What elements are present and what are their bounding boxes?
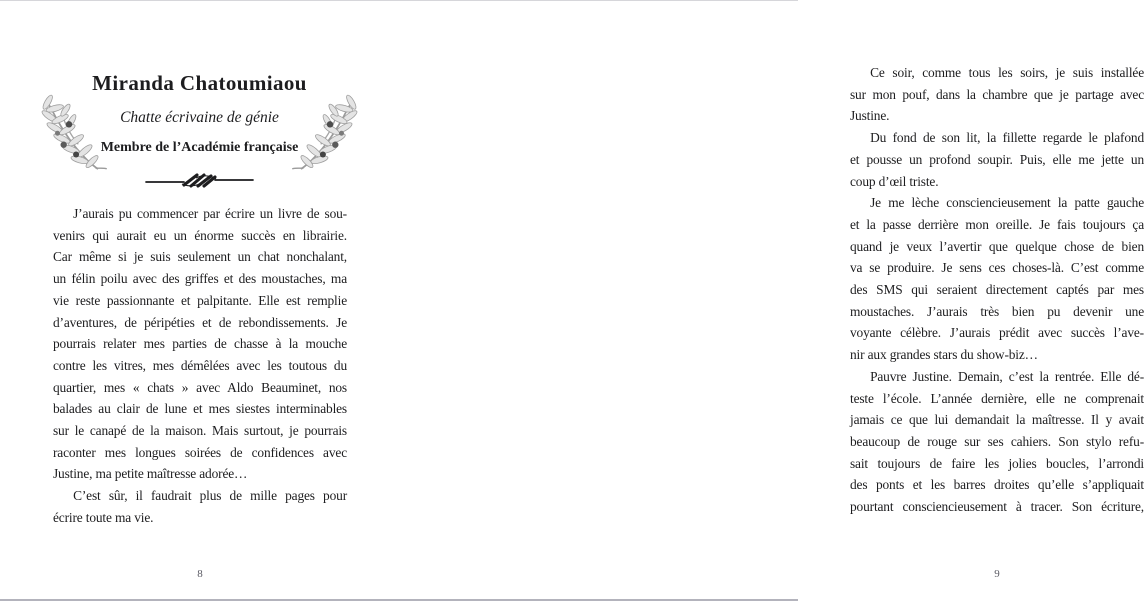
text-line: un félin poilu avec des griffes et des moustaches, ma <box>53 271 347 287</box>
text-line: Ce soir, comme tous les soirs, je suis installée <box>870 65 1144 80</box>
text-line: moustaches. J’aurais très bien pu devenir une <box>850 303 1144 319</box>
olive-branch-left-icon <box>30 85 108 177</box>
page-number-right: 9 <box>994 568 1000 580</box>
text-line: voyante célèbre. J’aurais prédit avec succès l’ave- <box>850 325 1144 341</box>
text-line: Pauvre Justine. Demain, c’est la rentrée. Elle dé- <box>870 368 1144 384</box>
text-line: des SMS qui seraient directement captés par mes <box>850 282 1144 298</box>
text-line: balades au clair de lune et mes siestes interminables <box>53 401 347 417</box>
text-line: et la passe derrière mon oreille. Je fais toujours ça <box>850 216 1144 232</box>
text-line: Justine, ma petite maîtresse adorée… <box>53 466 248 482</box>
right-page <box>399 1 1144 599</box>
olive-branch-right-icon <box>291 85 369 177</box>
text-line: J’aurais pu commencer par écrire un livre de sou- <box>73 206 347 221</box>
text-line: raconter mes longues soirées de confidences avec <box>53 444 347 460</box>
text-line: écrire toute ma vie. <box>53 509 154 525</box>
text-line: contre les vitres, mes démêlées avec les toutous du <box>53 357 347 373</box>
text-line: pourtant consciencieusement à tracer. Son écriture, <box>850 499 1144 515</box>
right-page-body <box>850 62 1144 518</box>
text-line: C’est sûr, il faudrait plus de mille pages pour <box>73 488 347 504</box>
author-affiliation: Membre de l’Académie française <box>100 140 299 155</box>
text-line: Je me lèche consciencieusement la patte gauche <box>870 195 1144 211</box>
text-line: va se produire. Je sens ces choses-là. C’est comme <box>850 260 1144 276</box>
text-line: quand je veux l’avertir que quelque chose de bien <box>850 238 1144 254</box>
text-line: nir aux grandes stars du show-biz… <box>850 347 1038 363</box>
text-line: jamais ce que lui demandait la maîtresse. Il y avait <box>850 412 1144 428</box>
text-line: teste l’école. L’année dernière, elle ne comprenait <box>850 390 1144 406</box>
text-line: vie reste passionnante et palpitante. Elle est remplie <box>53 292 347 308</box>
rope-knot-divider-icon <box>144 171 255 191</box>
text-line: sait toujours de faire les jolies boucles, l’arrondi <box>850 455 1144 471</box>
text-line: sur mon pouf, dans la chambre que je partage avec <box>850 86 1144 102</box>
text-line: Du fond de son lit, la fillette regarde le plafond <box>870 130 1144 146</box>
text-line: beaucoup de rouge sur ses cahiers. Son stylo refu- <box>850 433 1144 449</box>
text-line: Justine. <box>850 108 890 124</box>
left-page-body <box>53 203 347 529</box>
text-line: Car même si je suis seulement un chat nonchalant, <box>53 249 347 265</box>
text-line: d’aventures, de péripéties et de rebondissements. Je <box>53 314 347 330</box>
text-line: des ponts et les barres droites qu’elle s’appliquait <box>850 477 1144 493</box>
text-line: venirs qui aurait eu un énorme succès en librairie. <box>53 227 347 243</box>
author-subtitle: Chatte écrivaine de génie <box>120 109 279 126</box>
text-line: sur le canapé de la maison. Mais surtout, je pourrais <box>53 423 347 439</box>
author-name: Miranda Chatoumiaou <box>92 71 307 95</box>
text-line: pourrais relater mes parties de chasse à la mouche <box>53 336 347 352</box>
left-page <box>0 1 399 599</box>
text-line: et pousse un profond soupir. Puis, elle me jette un <box>850 151 1144 167</box>
page-number-left: 8 <box>197 568 203 580</box>
text-line: coup d’œil triste. <box>850 173 939 189</box>
text-line: quartier, mes « chats » avec Aldo Beauminet, nos <box>53 379 347 395</box>
